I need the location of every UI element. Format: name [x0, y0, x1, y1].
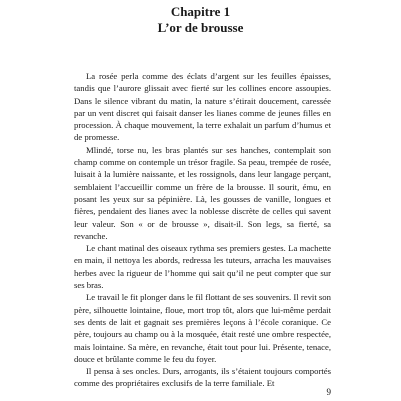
chapter-title: L’or de brousse: [157, 20, 244, 35]
paragraph: Il pensa à ses oncles. Durs, arrogants, ils s’étaient toujours comportés comme des propriétaires exclusifs de la terre familiale. Et: [74, 366, 331, 389]
paragraph: Le chant matinal des oiseaux rythma ses premiers gestes. La machette en main, il nettoya les abords, redressa les tuteurs, arracha les mauvaises herbes avec la rigueur de l’homme qui sait qu’il ne peut compter que sur ses bras.: [74, 243, 331, 291]
paragraph: Mlindé, torse nu, les bras plantés sur ses hanches, contemplait son champ comme on contemple un trésor fragile. Sa peau, trempée de rosée, luisait à la lumière naissante, et les rossignols, dans leur langage perçant, semblaient l’accueillir comme un frère de la brousse. Il sourit, ému, en posant les yeux sur sa pépinière. Là, les gousses de vanille, longues et fières, pendaient des lianes avec la noblesse discrète de celles qui savent leur valeur. Son « or de brousse », disait-il. Son legs, sa fierté, sa revanche.: [74, 144, 331, 241]
chapter-body: [74, 70, 331, 390]
paragraph: La rosée perla comme des éclats d’argent sur les feuilles épaisses, tandis que l’aurore glissait avec fierté sur les collines encore assoupies. Dans le silence vibrant du matin, la nature s’étirait doucement, caressée par un vent discret qui faisait danser les lianes comme de jeunes filles en procession. À chaque mouvement, la terre exhalait un parfum d’humus et de promesse.: [74, 71, 331, 143]
paragraph: Le travail le fit plonger dans le fil flottant de ses souvenirs. Il revit son père, silhouette lointaine, floue, mort trop tôt, alors que lui-même perdait ses dents de lait et gagnait ses premières leçons à l’école coranique. Ce père, toujours au champ ou à la mosquée, était resté une ombre respectée, mais lointaine. Sa mère, en revanche, était tout pour lui. Présente, tenace, douce et brûlante comme le feu du foyer.: [74, 292, 331, 364]
page-number: 9: [326, 387, 331, 397]
chapter-number: Chapitre 1: [170, 4, 231, 19]
